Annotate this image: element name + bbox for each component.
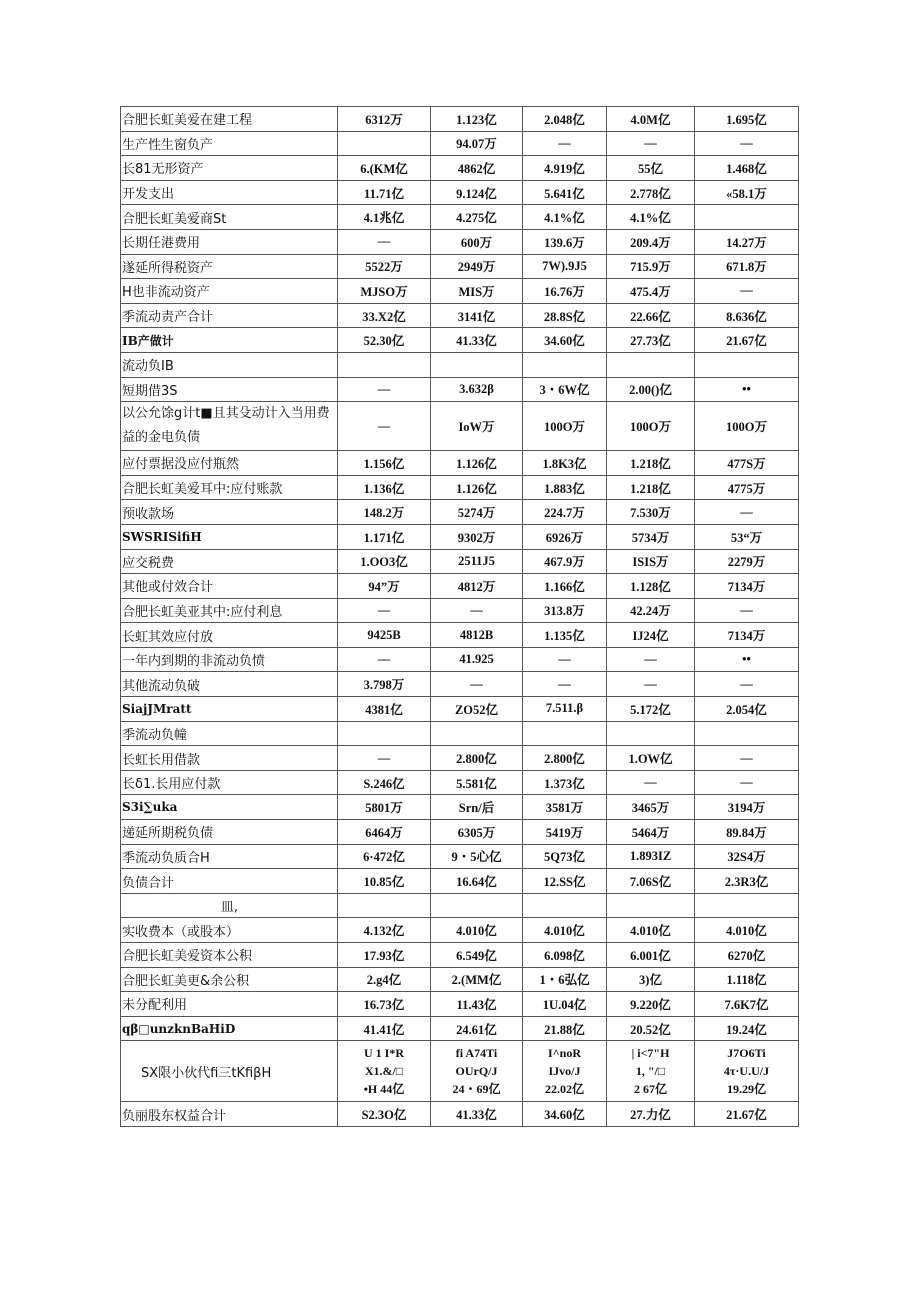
value-cell: 100O万: [523, 402, 607, 451]
value-cell: —: [607, 770, 695, 795]
value-cell: —: [338, 402, 431, 451]
row-label: 合肥长虹美爱在建工程: [121, 107, 338, 132]
value-cell: 4.010亿: [607, 918, 695, 943]
table-body: [121, 107, 799, 1127]
row-label: 遂延所得税资产: [121, 254, 338, 279]
value-line: fi A74Ti: [455, 1046, 498, 1061]
value-cell: 1.OO3亿: [338, 549, 431, 574]
value-cell: —: [695, 746, 799, 771]
value-line: •H 44亿: [363, 1082, 405, 1097]
value-cell: 1.893IZ: [607, 844, 695, 869]
value-cell: 5.641亿: [523, 180, 607, 205]
value-cell: [338, 131, 431, 156]
value-line: I^noR: [548, 1046, 581, 1061]
row-label: 其他流动负破: [121, 672, 338, 697]
table-row: [121, 721, 799, 746]
value-cell: 89.84万: [695, 820, 799, 845]
value-cell: —: [523, 131, 607, 156]
value-cell: 100O万: [695, 402, 799, 451]
row-label: SX限小伙代fi三tKfiβH: [121, 1041, 338, 1102]
value-cell: 34.60亿: [523, 1102, 607, 1127]
value-cell: 94”万: [338, 574, 431, 599]
table-row: [121, 623, 799, 648]
value-cell: 21.67亿: [695, 328, 799, 353]
value-line: OUrQ/J: [455, 1064, 498, 1079]
table-row: [121, 500, 799, 525]
value-cell: 41.33亿: [431, 1102, 523, 1127]
row-label: 递延所期税负债: [121, 820, 338, 845]
table-row: [121, 451, 799, 476]
value-cell: 6270亿: [695, 943, 799, 968]
value-cell: 4.1%亿: [607, 205, 695, 230]
table-row: [121, 352, 799, 377]
table-row: [121, 1016, 799, 1041]
value-cell: 6.549亿: [431, 943, 523, 968]
value-cell: 5.172亿: [607, 697, 695, 722]
value-cell: —: [607, 672, 695, 697]
row-label: H也非流动资产: [121, 279, 338, 304]
value-cell: 9425B: [338, 623, 431, 648]
value-cell: 9・5心亿: [431, 844, 523, 869]
value-cell: S.246亿: [338, 770, 431, 795]
value-cell: 42.24万: [607, 598, 695, 623]
value-cell: —: [607, 647, 695, 672]
value-cell: 41.925: [431, 647, 523, 672]
value-line: 1, "/□: [635, 1064, 666, 1079]
table-row: [121, 746, 799, 771]
row-label: 合肥长虹美爱耳中:应付账款: [121, 475, 338, 500]
value-cell: —: [431, 598, 523, 623]
value-cell: —: [523, 672, 607, 697]
value-cell: —: [338, 647, 431, 672]
table-row: [121, 672, 799, 697]
value-cell: 3.798万: [338, 672, 431, 697]
table-row: [121, 279, 799, 304]
row-label: 季流动负幢: [121, 721, 338, 746]
value-cell: 2.(MM亿: [431, 967, 523, 992]
table-row: [121, 820, 799, 845]
value-cell: 3465万: [607, 795, 695, 820]
value-cell: [695, 205, 799, 230]
value-cell: 4.010亿: [431, 918, 523, 943]
value-line: 19.29亿: [726, 1082, 766, 1097]
row-label: 合肥长虹美更&余公积: [121, 967, 338, 992]
value-cell: 7134万: [695, 623, 799, 648]
value-cell: 1.128亿: [607, 574, 695, 599]
row-label: 长δ1.长用应付款: [121, 770, 338, 795]
table-row: [121, 1041, 799, 1102]
value-cell: [607, 1041, 695, 1102]
value-cell: 4812万: [431, 574, 523, 599]
table-row: [121, 918, 799, 943]
value-cell: —: [523, 647, 607, 672]
value-line: IJvo/J: [548, 1064, 581, 1079]
value-cell: 224.7万: [523, 500, 607, 525]
value-cell: 467.9万: [523, 549, 607, 574]
row-label: 长期任港费用: [121, 229, 338, 254]
row-label: S3i∑uka: [121, 795, 338, 820]
value-cell: 9.124亿: [431, 180, 523, 205]
value-cell: 28.8S亿: [523, 303, 607, 328]
row-label: 未分配利用: [121, 992, 338, 1017]
value-cell: 9302万: [431, 524, 523, 549]
value-cell: [607, 352, 695, 377]
value-line: 22.02亿: [544, 1082, 584, 1097]
value-cell: Srn/后: [431, 795, 523, 820]
table-row: [121, 524, 799, 549]
value-cell: 11.71亿: [338, 180, 431, 205]
row-label: 一年内到期的非流动负愤: [121, 647, 338, 672]
value-cell: 209.4万: [607, 229, 695, 254]
value-cell: 139.6万: [523, 229, 607, 254]
value-cell: 4.0M亿: [607, 107, 695, 132]
value-cell: 1.695亿: [695, 107, 799, 132]
value-cell: 11.43亿: [431, 992, 523, 1017]
table-row: [121, 303, 799, 328]
value-cell: 7.530万: [607, 500, 695, 525]
value-cell: 6926万: [523, 524, 607, 549]
value-cell: 6·472亿: [338, 844, 431, 869]
value-cell: 313.8万: [523, 598, 607, 623]
value-cell: —: [695, 770, 799, 795]
value-cell: 600万: [431, 229, 523, 254]
table-row: [121, 328, 799, 353]
value-cell: —: [338, 377, 431, 402]
value-cell: [523, 721, 607, 746]
row-label: 季流动负质合H: [121, 844, 338, 869]
value-cell: [431, 721, 523, 746]
value-cell: 7.511.β: [523, 697, 607, 722]
value-cell: 1・6弘亿: [523, 967, 607, 992]
value-cell: —: [695, 131, 799, 156]
value-cell: 477S万: [695, 451, 799, 476]
value-cell: 4.1兆亿: [338, 205, 431, 230]
value-cell: 3)亿: [607, 967, 695, 992]
value-cell: 4.010亿: [695, 918, 799, 943]
value-cell: [695, 1041, 799, 1102]
table-row: [121, 869, 799, 894]
value-cell: 1.171亿: [338, 524, 431, 549]
row-label: 合肥长虹美亚其中:应付利息: [121, 598, 338, 623]
table-row: [121, 967, 799, 992]
value-cell: 3581万: [523, 795, 607, 820]
value-cell: 7.6K7亿: [695, 992, 799, 1017]
row-label: 合肥长虹美爱资本公积: [121, 943, 338, 968]
value-cell: 5.581亿: [431, 770, 523, 795]
value-cell: 19.24亿: [695, 1016, 799, 1041]
value-cell: 53“万: [695, 524, 799, 549]
value-cell: 21.67亿: [695, 1102, 799, 1127]
value-cell: 12.SS亿: [523, 869, 607, 894]
value-cell: 2.778亿: [607, 180, 695, 205]
value-cell: 6464万: [338, 820, 431, 845]
value-line: U 1 I*R: [363, 1046, 404, 1061]
value-cell: 4.010亿: [523, 918, 607, 943]
value-cell: [607, 721, 695, 746]
row-label: 长81无形资产: [121, 156, 338, 181]
value-cell: 7134万: [695, 574, 799, 599]
value-cell: «58.1万: [695, 180, 799, 205]
value-cell: 6312万: [338, 107, 431, 132]
value-cell: —: [338, 746, 431, 771]
value-cell: 5734万: [607, 524, 695, 549]
value-cell: 4775万: [695, 475, 799, 500]
value-cell: 5801万: [338, 795, 431, 820]
value-cell: [523, 352, 607, 377]
value-cell: ISIS万: [607, 549, 695, 574]
value-cell: 475.4万: [607, 279, 695, 304]
value-cell: 1.8K3亿: [523, 451, 607, 476]
value-cell: 1.166亿: [523, 574, 607, 599]
value-cell: 8.636亿: [695, 303, 799, 328]
value-cell: 5419万: [523, 820, 607, 845]
value-line: 4τ·U.U/J: [723, 1064, 770, 1079]
row-label: SWSRISifiH: [121, 524, 338, 549]
value-cell: 7.06S亿: [607, 869, 695, 894]
balance-sheet: [120, 106, 798, 1127]
table-row: [121, 893, 799, 918]
value-cell: 1.OW亿: [607, 746, 695, 771]
value-cell: 2.800亿: [431, 746, 523, 771]
value-cell: 17.93亿: [338, 943, 431, 968]
row-label: 合肥长虹美爱商St: [121, 205, 338, 230]
value-cell: 16.64亿: [431, 869, 523, 894]
table-row: [121, 574, 799, 599]
value-cell: 4.275亿: [431, 205, 523, 230]
row-label: 应付票据没应付瓶然: [121, 451, 338, 476]
value-cell: 1.126亿: [431, 475, 523, 500]
value-cell: 2.048亿: [523, 107, 607, 132]
value-cell: 1.218亿: [607, 475, 695, 500]
value-cell: 1.126亿: [431, 451, 523, 476]
value-cell: [695, 352, 799, 377]
row-label: 预收款场: [121, 500, 338, 525]
value-cell: 5274万: [431, 500, 523, 525]
row-label: 短期借3S: [121, 377, 338, 402]
table-row: [121, 598, 799, 623]
row-label: 以公允馀g计t■且其殳动计入当用费益的金电负债: [121, 402, 338, 451]
value-cell: 100O万: [607, 402, 695, 451]
value-cell: 41.33亿: [431, 328, 523, 353]
value-cell: [431, 1041, 523, 1102]
value-cell: [607, 893, 695, 918]
value-cell: S2.3O亿: [338, 1102, 431, 1127]
value-cell: —: [431, 672, 523, 697]
row-label: IB产做计: [121, 328, 338, 353]
value-cell: 41.41亿: [338, 1016, 431, 1041]
row-label: 生产性生窗负产: [121, 131, 338, 156]
value-cell: 2279万: [695, 549, 799, 574]
value-cell: 3141亿: [431, 303, 523, 328]
value-cell: [431, 893, 523, 918]
table-row: [121, 549, 799, 574]
value-cell: 2511J5: [431, 549, 523, 574]
table-row: [121, 180, 799, 205]
value-line: J7O6Ti: [727, 1046, 766, 1061]
value-cell: —: [695, 500, 799, 525]
table-row: [121, 107, 799, 132]
value-cell: —: [338, 598, 431, 623]
table-row: [121, 647, 799, 672]
value-cell: 3194万: [695, 795, 799, 820]
value-cell: 4381亿: [338, 697, 431, 722]
value-cell: 22.66亿: [607, 303, 695, 328]
value-cell: 27.73亿: [607, 328, 695, 353]
value-cell: IJ24亿: [607, 623, 695, 648]
value-cell: 4.919亿: [523, 156, 607, 181]
value-cell: 6.098亿: [523, 943, 607, 968]
value-cell: 27.力亿: [607, 1102, 695, 1127]
value-cell: 1.468亿: [695, 156, 799, 181]
value-cell: [338, 893, 431, 918]
value-cell: 55亿: [607, 156, 695, 181]
value-cell: 34.60亿: [523, 328, 607, 353]
value-cell: 7W).9J5: [523, 254, 607, 279]
row-label: qβ□unzknBaHiD: [121, 1016, 338, 1041]
value-cell: [695, 721, 799, 746]
value-cell: 21.88亿: [523, 1016, 607, 1041]
value-cell: 16.76万: [523, 279, 607, 304]
value-cell: 2.00()亿: [607, 377, 695, 402]
value-cell: 1.373亿: [523, 770, 607, 795]
value-cell: 4812B: [431, 623, 523, 648]
row-label: 应交税费: [121, 549, 338, 574]
value-cell: 148.2万: [338, 500, 431, 525]
row-label: 季流动责产合计: [121, 303, 338, 328]
value-cell: 2.054亿: [695, 697, 799, 722]
value-cell: 94.07万: [431, 131, 523, 156]
value-line: X1.&/□: [364, 1064, 404, 1079]
table-row: [121, 402, 799, 451]
value-cell: —: [695, 598, 799, 623]
value-cell: [695, 893, 799, 918]
value-line: 24・69亿: [452, 1082, 501, 1097]
value-cell: 2.800亿: [523, 746, 607, 771]
value-cell: [431, 352, 523, 377]
table-row: [121, 131, 799, 156]
value-line: 2 67亿: [633, 1082, 667, 1097]
value-cell: —: [695, 279, 799, 304]
value-cell: 715.9万: [607, 254, 695, 279]
table-row: [121, 844, 799, 869]
value-cell: 1.136亿: [338, 475, 431, 500]
value-cell: ••: [695, 647, 799, 672]
value-cell: [523, 1041, 607, 1102]
value-cell: —: [607, 131, 695, 156]
row-label: 长虹其效应付放: [121, 623, 338, 648]
row-label: 流动负IB: [121, 352, 338, 377]
value-cell: 33.X2亿: [338, 303, 431, 328]
row-label: 皿,: [121, 893, 338, 918]
value-cell: 1.218亿: [607, 451, 695, 476]
value-line: | i<7"H: [631, 1046, 670, 1061]
value-cell: 3.632β: [431, 377, 523, 402]
row-label: 实收费本（或股本）: [121, 918, 338, 943]
value-cell: 2.g4亿: [338, 967, 431, 992]
value-cell: 10.85亿: [338, 869, 431, 894]
value-cell: IoW万: [431, 402, 523, 451]
value-cell: 4862亿: [431, 156, 523, 181]
value-cell: 52.30亿: [338, 328, 431, 353]
value-cell: 4.1%亿: [523, 205, 607, 230]
value-cell: 32S4万: [695, 844, 799, 869]
value-cell: 2949万: [431, 254, 523, 279]
table-row: [121, 205, 799, 230]
value-cell: ZO52亿: [431, 697, 523, 722]
value-cell: 2.3R3亿: [695, 869, 799, 894]
table-row: [121, 943, 799, 968]
row-label: 开发支出: [121, 180, 338, 205]
value-cell: —: [695, 672, 799, 697]
value-cell: 5522万: [338, 254, 431, 279]
value-cell: 5Q73亿: [523, 844, 607, 869]
row-label: 其他或付效合计: [121, 574, 338, 599]
table-row: [121, 254, 799, 279]
value-cell: 1.883亿: [523, 475, 607, 500]
value-cell: 5464万: [607, 820, 695, 845]
value-cell: 3・6W亿: [523, 377, 607, 402]
value-cell: 4.132亿: [338, 918, 431, 943]
table-row: [121, 229, 799, 254]
value-cell: 6.001亿: [607, 943, 695, 968]
value-cell: 20.52亿: [607, 1016, 695, 1041]
value-cell: 1.123亿: [431, 107, 523, 132]
value-cell: 1.118亿: [695, 967, 799, 992]
value-cell: 1.135亿: [523, 623, 607, 648]
value-cell: 24.61亿: [431, 1016, 523, 1041]
balance-sheet-table: [120, 106, 799, 1127]
value-cell: [338, 721, 431, 746]
value-cell: MIS万: [431, 279, 523, 304]
row-label: 长虹长用借款: [121, 746, 338, 771]
value-cell: 1U.04亿: [523, 992, 607, 1017]
row-label: SiajJMratt: [121, 697, 338, 722]
row-label: 负丽股东权益合计: [121, 1102, 338, 1127]
value-cell: 14.27万: [695, 229, 799, 254]
table-row: [121, 156, 799, 181]
table-row: [121, 377, 799, 402]
table-row: [121, 770, 799, 795]
value-cell: 1.156亿: [338, 451, 431, 476]
value-cell: ••: [695, 377, 799, 402]
value-cell: [338, 1041, 431, 1102]
value-cell: 16.73亿: [338, 992, 431, 1017]
value-cell: [338, 352, 431, 377]
value-cell: [523, 893, 607, 918]
value-cell: 6305万: [431, 820, 523, 845]
row-label: 负债合计: [121, 869, 338, 894]
value-cell: 6.(KM亿: [338, 156, 431, 181]
table-row: [121, 992, 799, 1017]
value-cell: —: [338, 229, 431, 254]
table-row: [121, 795, 799, 820]
table-row: [121, 697, 799, 722]
table-row: [121, 475, 799, 500]
value-cell: 9.220亿: [607, 992, 695, 1017]
table-row: [121, 1102, 799, 1127]
value-cell: 671.8万: [695, 254, 799, 279]
value-cell: MJSO万: [338, 279, 431, 304]
